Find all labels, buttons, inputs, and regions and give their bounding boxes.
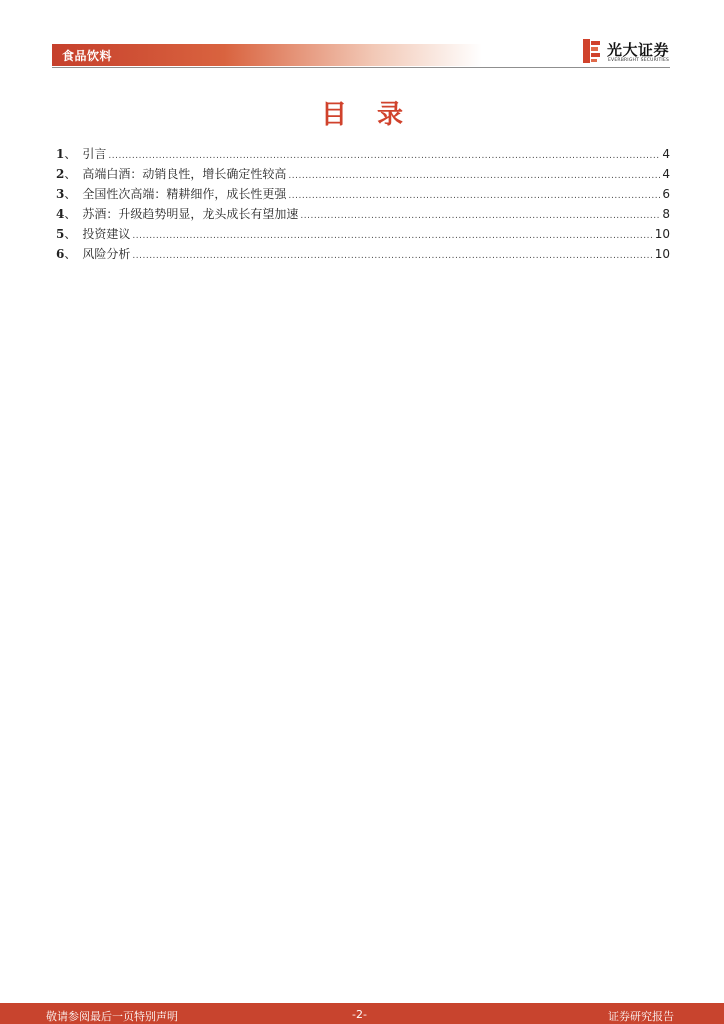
toc-item-page: 4 <box>662 147 670 161</box>
toc-item-title: 投资建议 <box>82 227 131 241</box>
table-of-contents <box>56 145 670 265</box>
toc-item-separator: 、 <box>64 207 77 221</box>
section-header-bar <box>52 44 482 66</box>
page-number: -2- <box>352 1008 367 1021</box>
toc-leader-dots <box>132 251 652 261</box>
logo-text: 光大证券 <box>607 41 670 59</box>
toc-item-separator: 、 <box>64 147 77 161</box>
toc-item-title: 苏酒：升级趋势明显，龙头成长有望加速 <box>82 207 299 221</box>
logo-subtext: EVERBRIGHT SECURITIES <box>608 58 670 63</box>
toc-leader-dots <box>108 151 660 161</box>
toc-item[interactable] <box>56 185 670 205</box>
toc-leader-dots <box>288 171 660 181</box>
toc-item-number: 2 <box>56 167 65 181</box>
toc-item-number: 6 <box>56 247 65 261</box>
toc-item[interactable] <box>56 205 670 225</box>
toc-item-number: 5 <box>56 227 65 241</box>
toc-item-separator: 、 <box>64 227 77 241</box>
toc-item-number: 4 <box>56 207 65 221</box>
toc-item-page: 8 <box>662 207 670 221</box>
disclaimer-note: 敬请参阅最后一页特别声明 <box>46 1010 178 1023</box>
toc-item[interactable] <box>56 225 670 245</box>
toc-leader-dots <box>300 211 660 221</box>
section-label: 食品饮料 <box>62 49 113 63</box>
page-footer <box>0 1003 724 1024</box>
toc-item-separator: 、 <box>64 247 77 261</box>
toc-item-title: 引言 <box>82 147 107 161</box>
toc-item-number: 3 <box>56 187 65 201</box>
toc-item-title: 全国性次高端：精耕细作，成长性更强 <box>82 187 287 201</box>
toc-item-separator: 、 <box>64 167 77 181</box>
toc-item-page: 4 <box>662 167 670 181</box>
toc-leader-dots <box>132 231 652 241</box>
toc-item-page: 6 <box>662 187 670 201</box>
toc-item[interactable] <box>56 145 670 165</box>
toc-title: 目录 <box>320 100 433 130</box>
toc-item-number: 1 <box>56 147 65 161</box>
toc-item-page: 10 <box>654 247 670 261</box>
toc-item-title: 风险分析 <box>82 247 131 261</box>
report-type: 证券研究报告 <box>608 1010 674 1023</box>
toc-item-separator: 、 <box>64 187 77 201</box>
toc-leader-dots <box>288 191 660 201</box>
everbright-logo-icon <box>582 38 602 64</box>
company-logo <box>582 38 674 66</box>
toc-item-page: 10 <box>654 227 670 241</box>
toc-item[interactable] <box>56 245 670 265</box>
toc-item-title: 高端白酒：动销良性，增长确定性较高 <box>82 167 287 181</box>
header-divider <box>52 67 670 68</box>
toc-item[interactable] <box>56 165 670 185</box>
